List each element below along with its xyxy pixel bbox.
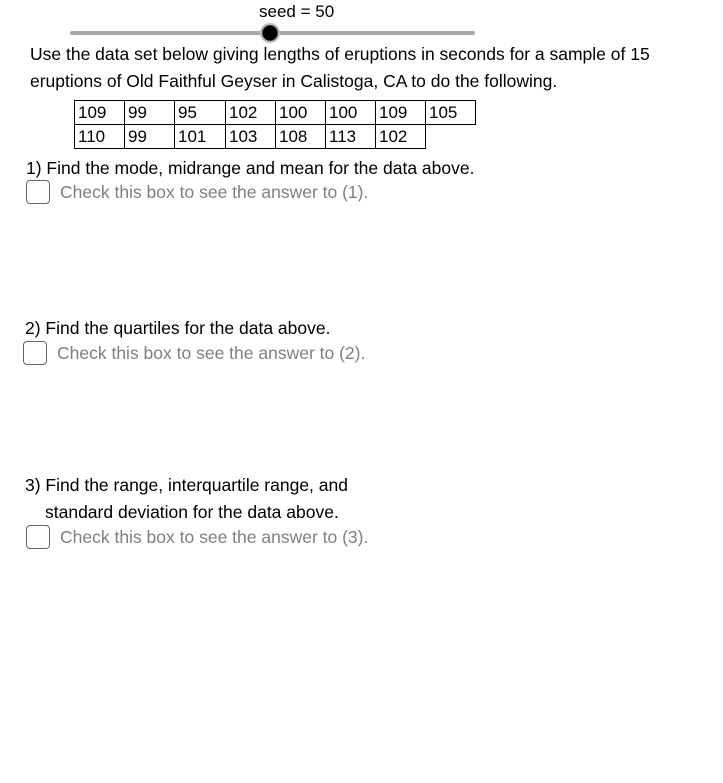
answer-1-checkbox-label[interactable]: Check this box to see the answer to (1). (60, 181, 369, 202)
answer-2-checkbox-label[interactable]: Check this box to see the answer to (2). (57, 342, 366, 363)
table-cell: 95 (175, 101, 226, 125)
table-cell: 103 (226, 125, 276, 149)
answer-3-checkbox-label[interactable]: Check this box to see the answer to (3). (60, 526, 369, 547)
table-cell: 110 (75, 125, 125, 149)
seed-slider-thumb[interactable] (262, 25, 278, 41)
question-1-prompt: 1) Find the mode, midrange and mean for the data above. (26, 158, 475, 178)
table-cell: 105 (426, 101, 476, 125)
seed-slider-label: seed = 50 (259, 2, 335, 21)
table-cell: 102 (226, 101, 276, 125)
table-cell: 101 (175, 125, 226, 149)
table-cell: 99 (125, 125, 175, 149)
table-cell: 102 (376, 125, 426, 149)
question-3-prompt-line1: 3) Find the range, interquartile range, and (25, 475, 348, 495)
answer-2-toggle[interactable] (23, 341, 365, 365)
eruption-data-table (74, 100, 476, 149)
table-row (75, 125, 476, 149)
intro-text: Use the data set below giving lengths of eruptions in seconds for a sample of 15 eruptions of Old Faithful Geyser in Calistoga, CA to do the following. (30, 44, 650, 91)
table-cell-empty (426, 125, 476, 149)
answer-3-toggle[interactable] (26, 525, 368, 549)
table-row (75, 101, 476, 125)
answer-3-checkbox[interactable] (26, 525, 50, 549)
table-cell: 109 (376, 101, 426, 125)
question-3-prompt-line2: standard deviation for the data above. (45, 502, 339, 522)
table-cell: 100 (326, 101, 376, 125)
table-cell: 99 (125, 101, 175, 125)
table-cell: 100 (276, 101, 326, 125)
answer-1-checkbox[interactable] (26, 180, 50, 204)
table-cell: 109 (75, 101, 125, 125)
answer-1-toggle[interactable] (26, 180, 368, 204)
table-cell: 108 (276, 125, 326, 149)
answer-2-checkbox[interactable] (23, 341, 47, 365)
table-cell: 113 (326, 125, 376, 149)
question-2-prompt: 2) Find the quartiles for the data above. (25, 318, 331, 338)
